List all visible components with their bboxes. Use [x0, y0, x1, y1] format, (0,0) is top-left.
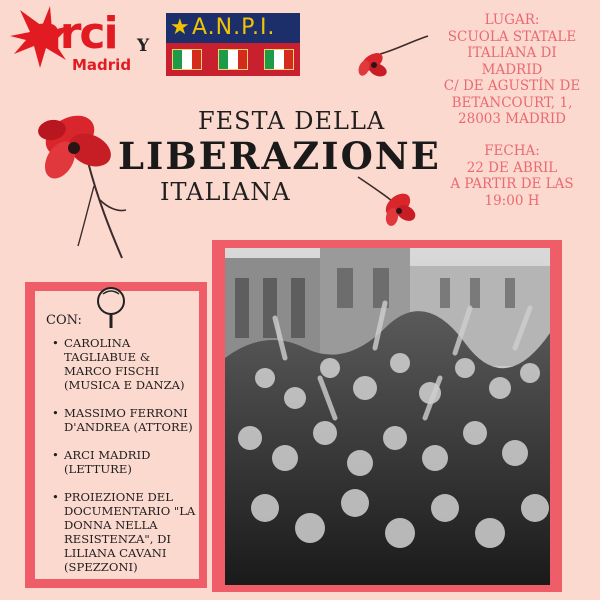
venue-line: SCUOLA STATALE [447, 28, 577, 45]
list-item: • PROIEZIONE DEL DOCUMENTARIO "LA DONNA NELLA RESISTENZA", DI LILIANA CAVANI (SPEZZONI) [34, 490, 200, 574]
venue-line: 28003 MADRID [458, 111, 566, 127]
performers-list [34, 336, 200, 588]
venue-line: MADRID [481, 61, 543, 78]
date-label: FECHA: [484, 143, 540, 159]
anpi-wordmark: A.N.P.I. [192, 15, 276, 40]
italian-flag-icon [172, 49, 202, 70]
venue-line: C/ DE AGUSTÍN DE [443, 78, 581, 94]
anpi-logo [166, 13, 300, 76]
venue-label: LUGAR: [484, 12, 540, 28]
anpi-flags-strip [166, 43, 300, 76]
arci-madrid-logo [4, 2, 132, 74]
italian-flag-icon [264, 49, 294, 70]
arci-wordmark: arci [32, 8, 117, 59]
venue-info [424, 12, 600, 128]
list-item: • CAROLINA TAGLIABUE & MARCO FISCHI (MUSICA E DANZA) [34, 336, 200, 392]
date-line: 19:00 H [484, 192, 540, 209]
date-line: 22 DE ABRIL [466, 159, 558, 176]
venue-line: ITALIANA DI [467, 45, 557, 61]
anpi-banner [166, 13, 300, 43]
performers-label: CON: [46, 313, 82, 328]
venue-line: BETANCOURT, 1, [451, 94, 573, 111]
title-main: LIBERAZIONE [118, 134, 441, 178]
title-line-3: ITALIANA [160, 178, 291, 206]
poppy-flower-icon [350, 22, 430, 82]
list-item: • ARCI MADRID (LETTURE) [34, 448, 200, 476]
crowd-photo [225, 248, 550, 585]
magnifier-icon [90, 284, 132, 330]
date-info [424, 143, 600, 209]
arci-subtitle: Madrid [72, 56, 132, 74]
italian-flag-icon [218, 49, 248, 70]
list-item: • MASSIMO FERRONI D'ANDREA (ATTORE) [34, 406, 200, 434]
date-line: A PARTIR DE LAS [450, 176, 574, 192]
logo-connector: Y [137, 36, 150, 56]
star-icon: ★ [170, 15, 190, 40]
title-line-1: FESTA DELLA [198, 107, 386, 135]
